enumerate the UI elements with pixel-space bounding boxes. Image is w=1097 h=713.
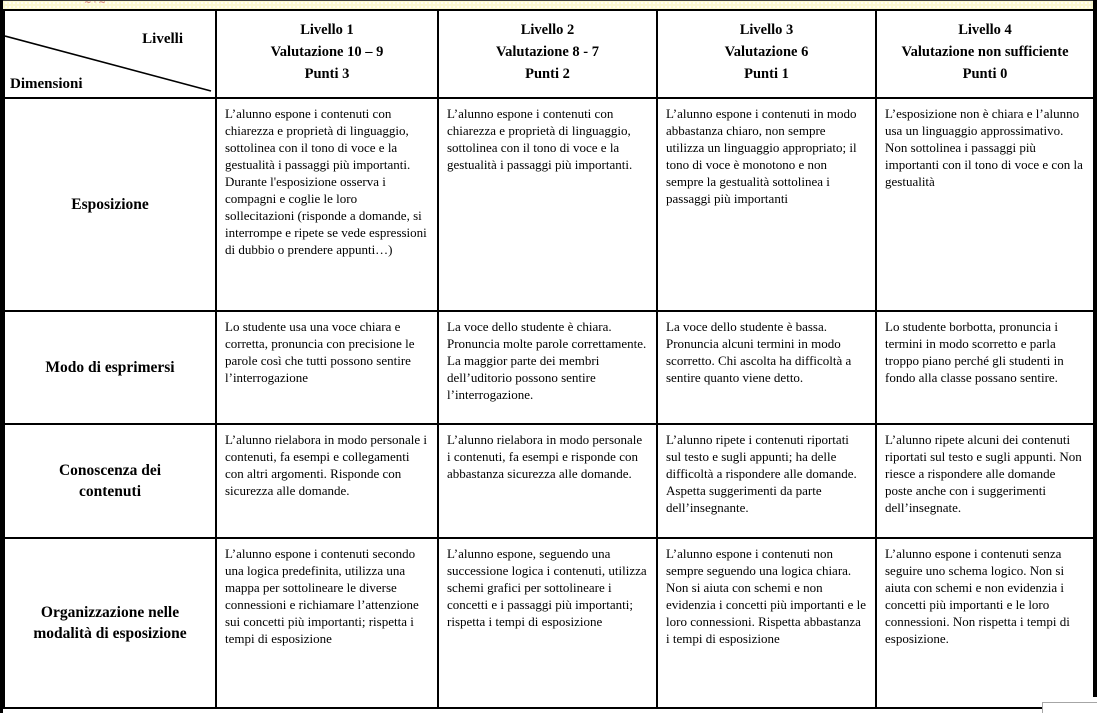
rubric-cell: L’alunno espone, seguendo una successione logica i contenuti, utilizza schemi grafici per sottolineare i concetti e i passaggi più importanti; rispetta i tempi di esposizione — [438, 538, 657, 708]
corner-cell — [4, 10, 216, 98]
level-punti: Punti 1 — [744, 66, 789, 82]
textbox-corner-handle — [1042, 702, 1097, 713]
level-title: Livello 3 — [739, 22, 794, 38]
table-row-organizzazione — [4, 538, 1094, 708]
rubric-cell: L’alunno rielabora in modo personale i contenuti, fa esempi e collegamenti con altri argomenti. Risponde con sicurezza alle domande. — [216, 424, 438, 538]
corner-label-dimensioni: Dimensioni — [10, 76, 83, 92]
rubric-cell: Lo studente usa una voce chiara e corretta, pronuncia con precisione le parole così che tutti possono sentire l’interrogazione — [216, 311, 438, 424]
column-header-livello-3 — [657, 10, 876, 98]
level-punti: Punti 0 — [962, 66, 1008, 82]
column-header-livello-1 — [216, 10, 438, 98]
header-row — [4, 10, 1094, 98]
row-label-esposizione: Esposizione — [4, 98, 216, 311]
rubric-cell: Lo studente borbotta, pronuncia i termini in modo scorretto e parla troppo piano perché gli studenti in fondo alla classe possano sentire. — [876, 311, 1094, 424]
rubric-cell: La voce dello studente è chiara. Pronuncia molte parole correttamente. La maggior parte dei membri dell’uditorio possono sentire l’interrogazione. — [438, 311, 657, 424]
rubric-cell: L’alunno espone i contenuti con chiarezza e proprietà di linguaggio, sottolinea con il tono di voce e la gestualità i passaggi più importanti. Durante l'esposizione osserva i compagni e coglie le loro sollecitazioni (risponde a domande, si interrompe e ripete se vede espressioni di dubbio o prendere appunti…) — [216, 98, 438, 311]
red-scribble-mark: ~·~ — [84, 1, 108, 8]
level-title: Livello 4 — [958, 22, 1012, 38]
column-header-livello-4 — [876, 10, 1094, 98]
row-label-organizzazione: Organizzazione nelle modalità di esposizione — [4, 538, 216, 708]
table-row-modo-di-esprimersi — [4, 311, 1094, 424]
level-title: Livello 1 — [300, 22, 354, 38]
level-punti: Punti 3 — [304, 66, 350, 82]
corner-label-livelli: Livelli — [142, 31, 183, 47]
level-title: Livello 2 — [520, 22, 575, 38]
row-label-modo-di-esprimersi: Modo di esprimersi — [4, 311, 216, 424]
rubric-cell: L’alunno rielabora in modo personale i contenuti, fa esempi e risponde con abbastanza sicurezza alle domande. — [438, 424, 657, 538]
row-label-conoscenza: Conoscenza dei contenuti — [4, 424, 216, 538]
page-right-border — [1093, 0, 1097, 698]
level-valutazione: Valutazione non sufficiente — [901, 44, 1069, 60]
rubric-cell: L’alunno ripete alcuni dei contenuti riportati sul testo e sugli appunti. Non riesce a rispondere alle domande poste anche con i suggerimenti dell’insegnate. — [876, 424, 1094, 538]
rubric-cell: L’alunno espone i contenuti senza seguire uno schema logico. Non si aiuta con schemi e non evidenzia i concetti più importanti e le loro connessioni. Non rispetta i tempi di esposizione. — [876, 538, 1094, 708]
level-punti: Punti 2 — [525, 66, 570, 82]
rubric-cell: L’esposizione non è chiara e l’alunno usa un linguaggio approssimativo. Non sottolinea i passaggi più importanti con il tono di voce e con la gestualità — [876, 98, 1094, 311]
rubric-cell: L’alunno espone i contenuti con chiarezza e proprietà di linguaggio, sottolinea con il tono di voce e la gestualità i passaggi più importanti. — [438, 98, 657, 311]
table-row-esposizione — [4, 98, 1094, 311]
rubric-cell: L’alunno ripete i contenuti riportati sul testo e sugli appunti; ha delle difficoltà a rispondere alle domande. Aspetta suggerimenti da parte dell’insegnante. — [657, 424, 876, 538]
rubric-cell: La voce dello studente è bassa. Pronuncia alcuni termini in modo scorretto. Chi ascolta ha difficoltà a sentire quanto viene detto. — [657, 311, 876, 424]
rubric-cell: L’alunno espone i contenuti non sempre seguendo una logica chiara. Non si aiuta con schemi e non evidenzia i concetti più importanti e le loro connessioni. Rispetta abbastanza i tempi di esposizione — [657, 538, 876, 708]
level-valutazione: Valutazione 10 – 9 — [270, 44, 384, 60]
level-valutazione: Valutazione 6 — [724, 44, 809, 60]
table-row-conoscenza — [4, 424, 1094, 538]
rubric-cell: L’alunno espone i contenuti in modo abbastanza chiaro, non sempre utilizza un linguaggio appropriato; il tono di voce è monotono e non sempre la gestualità sottolinea i passaggi più importanti — [657, 98, 876, 311]
page-left-border — [0, 0, 3, 713]
rubric-table — [3, 9, 1095, 709]
column-header-livello-2 — [438, 10, 657, 98]
highlighted-top-strip — [0, 1, 1097, 9]
rubric-cell: L’alunno espone i contenuti secondo una logica predefinita, utilizza una mappa per sottolineare le diverse connessioni e richiamare l’attenzione sui concetti più importanti; rispetta i tempi di esposizione — [216, 538, 438, 708]
level-valutazione: Valutazione 8 - 7 — [496, 44, 599, 60]
